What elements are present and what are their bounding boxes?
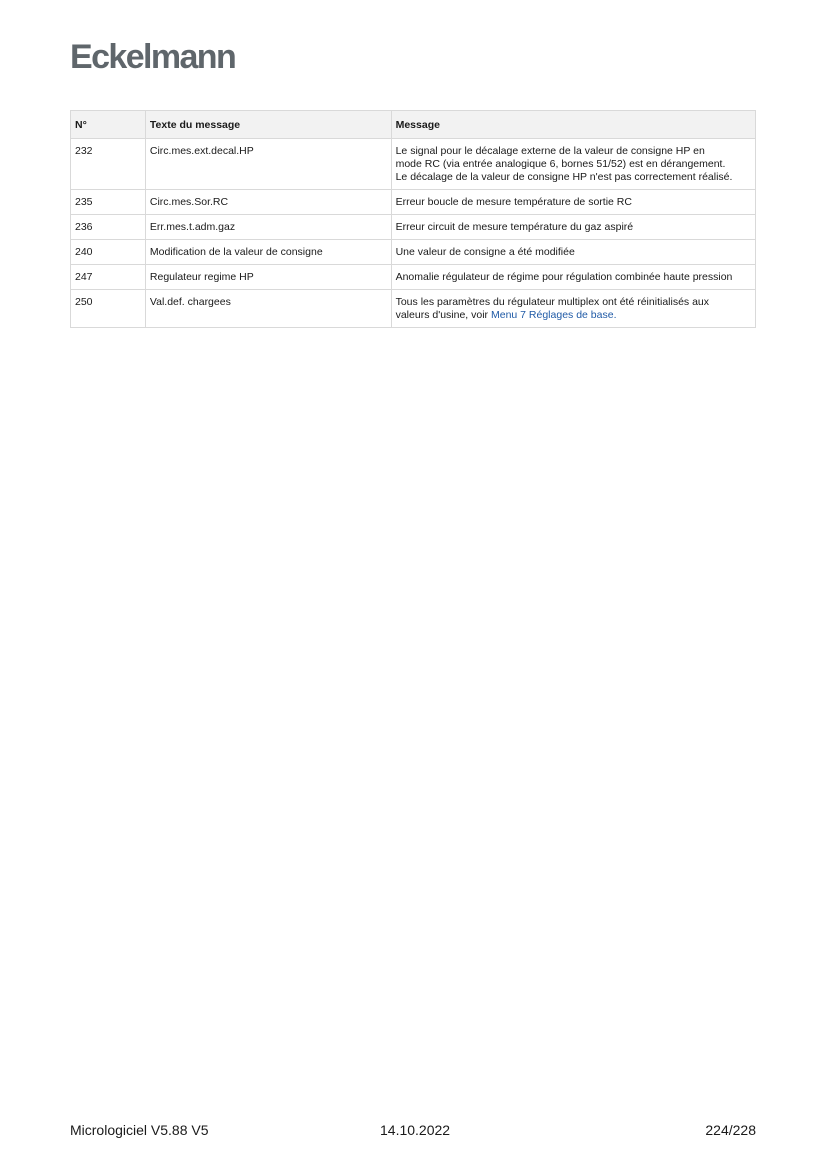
cell-message-text: Modification de la valeur de consigne <box>145 240 391 265</box>
cell-number: 247 <box>71 265 146 290</box>
column-header-message: Message <box>391 111 755 139</box>
eckelmann-logo: Eckelmann <box>70 38 236 76</box>
table-header-row <box>71 111 756 139</box>
table-row <box>71 190 756 215</box>
cell-number: 240 <box>71 240 146 265</box>
footer-firmware-version: Micrologiciel V5.88 V5 <box>70 1122 209 1138</box>
cell-message-text: Err.mes.t.adm.gaz <box>145 215 391 240</box>
menu-7-link[interactable]: Menu 7 Réglages de base. <box>490 309 617 321</box>
cell-message <box>391 290 755 328</box>
cell-message: Une valeur de consigne a été modifiée <box>391 240 755 265</box>
footer-date: 14.10.2022 <box>380 1122 451 1138</box>
table-row <box>71 240 756 265</box>
table-row <box>71 215 756 240</box>
message-line: Tous les paramètres du régulateur multiplex ont été réinitialisés aux <box>395 296 710 308</box>
cell-number: 232 <box>71 139 146 190</box>
table-row <box>71 290 756 328</box>
message-line: Le décalage de la valeur de consigne HP n'est pas correctement réalisé. <box>395 171 733 183</box>
cell-message-text: Circ.mes.Sor.RC <box>145 190 391 215</box>
cell-message: Anomalie régulateur de régime pour régulation combinée haute pression <box>391 265 755 290</box>
message-line: Le signal pour le décalage externe de la valeur de consigne HP en <box>395 145 705 157</box>
message-table <box>70 110 756 328</box>
cell-number: 236 <box>71 215 146 240</box>
cell-message-text: Circ.mes.ext.decal.HP <box>145 139 391 190</box>
cell-message-text: Val.def. chargees <box>145 290 391 328</box>
footer-page-number: 224/228 <box>705 1122 756 1138</box>
table-row <box>71 265 756 290</box>
message-line-prefix: valeurs d'usine, voir <box>395 309 491 321</box>
table-row <box>71 139 756 190</box>
cell-message: Erreur circuit de mesure température du gaz aspiré <box>391 215 755 240</box>
column-header-message-text: Texte du message <box>145 111 391 139</box>
cell-number: 235 <box>71 190 146 215</box>
column-header-number: N° <box>71 111 146 139</box>
cell-number: 250 <box>71 290 146 328</box>
message-line: mode RC (via entrée analogique 6, bornes 51/52) est en dérangement. <box>395 158 726 170</box>
cell-message <box>391 139 755 190</box>
cell-message-text: Regulateur regime HP <box>145 265 391 290</box>
cell-message: Erreur boucle de mesure température de sortie RC <box>391 190 755 215</box>
